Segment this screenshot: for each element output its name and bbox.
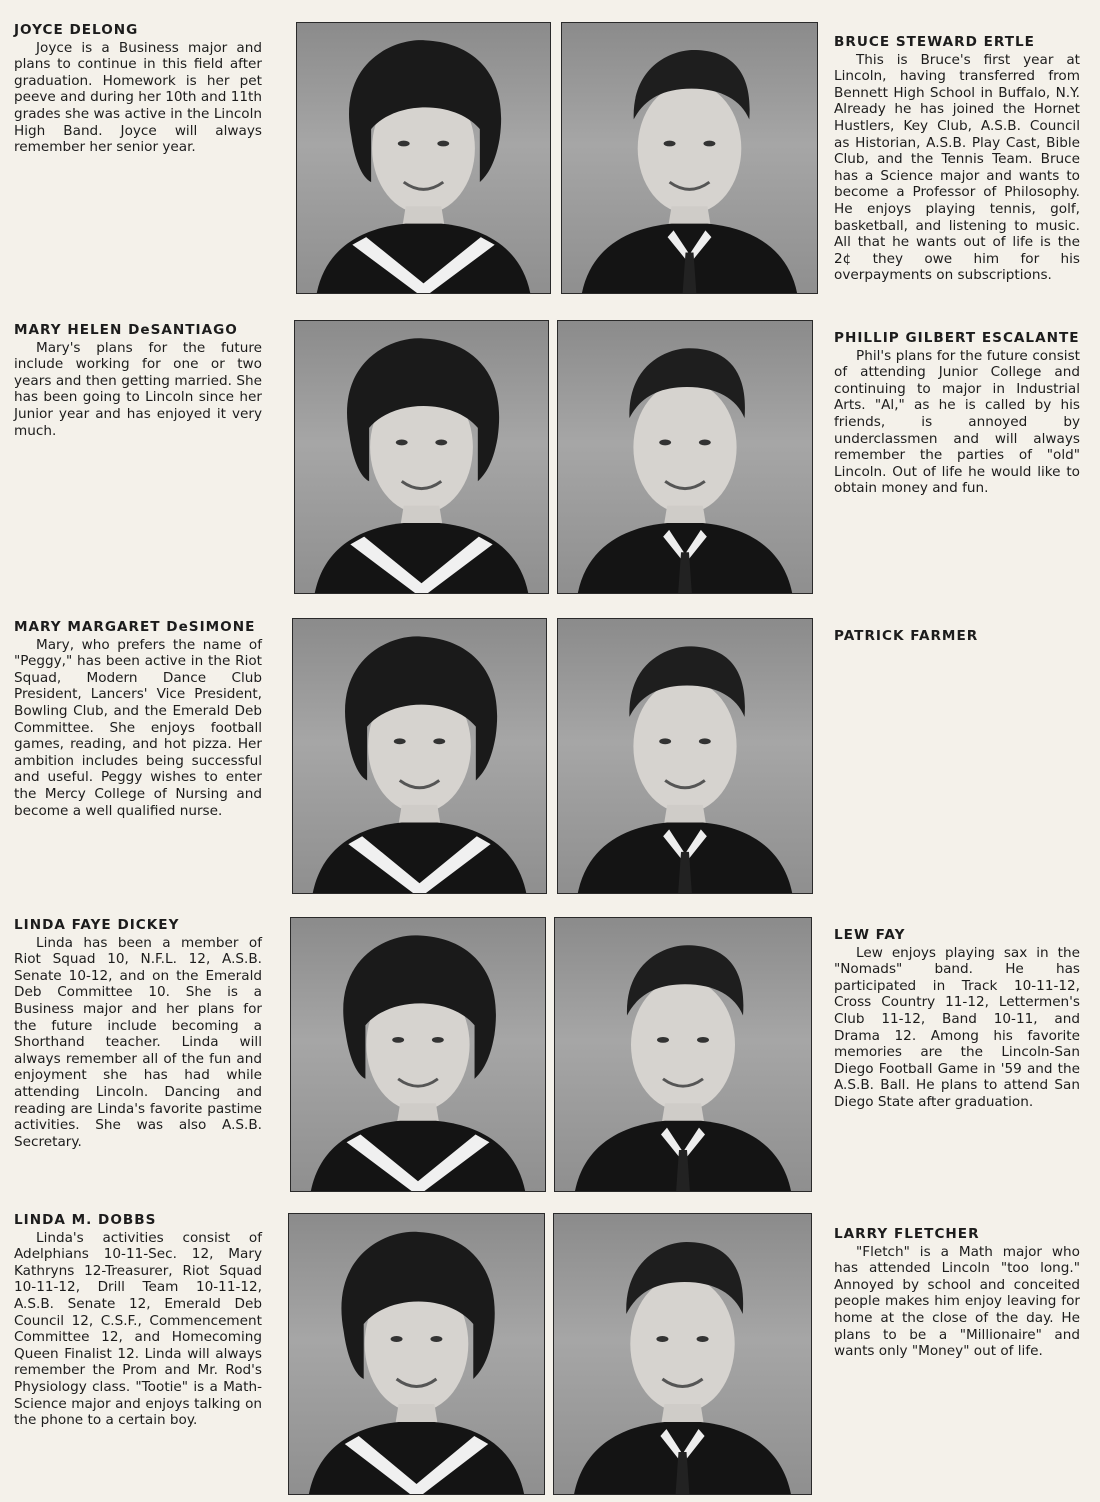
bio-right-1 [834,34,1080,284]
portrait-silhouette [297,23,550,293]
student-bio: This is Bruce's first year at Lincoln, having transferred from Bennett High School in Buffalo, N.Y. Already he has joined the Hornet Hustlers, Key Club, A.S.B. Council as Historian, A.S.B. Play Cast, Bible Club, and the Tennis Team. Bruce has a Science major and wants to become a Professor of Philosophy. He enjoys playing tennis, golf, basketball, and listening to music. All that he wants out of life is the 2¢ they owe him for his overpayments on subscriptions. [834,51,1080,284]
portrait-photo [296,22,551,294]
portrait-silhouette [558,321,812,593]
bio-right-2 [834,330,1080,497]
student-bio: Mary, who prefers the name of "Peggy," has been active in the Riot Squad, Modern Dance Club President, Lancers' Vice President, Bowling Club, and the Emerald Deb Committee. She enjoys football games, reading, and hot pizza. Her ambition includes being successful and useful. Peggy wishes to enter the Mercy College of Nursing and become a well qualified nurse. [14,636,262,819]
bio-right-5 [834,1226,1080,1360]
portrait-photo [557,320,813,594]
portrait-silhouette [562,23,817,293]
student-name: LEW FAY [834,927,906,943]
bio-right-4 [834,927,1080,1111]
student-bio: Joyce is a Business major and plans to continue in this field after graduation. Homework is her pet peeve and during her 10th and 11th grades she was active in the Lincoln High Band. Joyce will always remember her senior year. [14,39,262,156]
portrait-photo [561,22,818,294]
portrait-photo [557,618,813,894]
bio-left-4 [14,917,262,1150]
student-name: PHILLIP GILBERT ESCALANTE [834,330,1080,346]
student-bio: "Fletch" is a Math major who has attended Lincoln "too long." Annoyed by school and conceited people makes him enjoy leaving for home at the close of the day. He plans to be a "Millionaire" and wants only "Money" out of life. [834,1243,1080,1360]
student-name: LINDA FAYE DICKEY [14,917,180,933]
bio-right-3 [834,628,1080,646]
student-name: LARRY FLETCHER [834,1226,980,1242]
portrait-photo [294,320,549,594]
student-bio: Linda has been a member of Riot Squad 10, N.F.L. 12, A.S.B. Senate 10-12, and on the Emerald Deb Committee 10. She is a Business major and her plans for the future include becoming a Shorthand teacher. Linda will always remember all of the fun and enjoyment she has had while attending Lincoln. Dancing and reading are Linda's favorite pastime activities. She was also A.S.B. Secretary. [14,934,262,1150]
portrait-photo [290,917,546,1192]
portrait-silhouette [289,1214,544,1494]
student-bio: Phil's plans for the future consist of attending Junior College and continuing to major in Industrial Arts. "Al," as he is called by his friends, is annoyed by underclassmen and will always remember the parties of "old" Lincoln. Out of life he would like to obtain money and fun. [834,347,1080,497]
portrait-silhouette [554,1214,811,1494]
student-name: LINDA M. DOBBS [14,1212,157,1228]
student-name: BRUCE STEWARD ERTLE [834,34,1035,50]
student-name: PATRICK FARMER [834,628,979,644]
portrait-silhouette [295,321,548,593]
bio-left-1 [14,22,262,156]
student-bio: Mary's plans for the future include working for one or two years and then getting married. She has been going to Lincoln since her Junior year and has enjoyed it very much. [14,339,262,439]
student-bio: Lew enjoys playing sax in the "Nomads" band. He has participated in Track 10-11-12, Cross Country 11-12, Lettermen's Club 11-12, Band 10-11, and Drama 12. Among his favorite memories are the Lincoln-San Diego Football Game in '59 and the A.S.B. Ball. He plans to attend San Diego State after graduation. [834,944,1080,1110]
portrait-silhouette [291,918,545,1191]
portrait-photo [554,917,812,1192]
student-bio: Linda's activities consist of Adelphians 10-11-Sec. 12, Mary Kathryns 12-Treasurer, Riot Squad 10-11-12, Drill Team 10-11-12, A.S.B. Senate 12, Emerald Deb Council 12, C.S.F., Commencement Committee 12, and Homecoming Queen Finalist 12. Linda will always remember the Prom and Mr. Rod's Physiology class. "Tootie" is a Math-Science major and enjoys talking on the phone to a certain boy. [14,1229,262,1429]
portrait-silhouette [293,619,546,893]
portrait-photo [292,618,547,894]
student-name: JOYCE DELONG [14,22,139,38]
bio-left-3 [14,619,262,819]
bio-left-5 [14,1212,262,1429]
portrait-silhouette [558,619,812,893]
portrait-photo [288,1213,545,1495]
student-name: MARY HELEN DeSANTIAGO [14,322,238,338]
student-name: MARY MARGARET DeSIMONE [14,619,256,635]
portrait-photo [553,1213,812,1495]
bio-left-2 [14,322,262,439]
portrait-silhouette [555,918,811,1191]
